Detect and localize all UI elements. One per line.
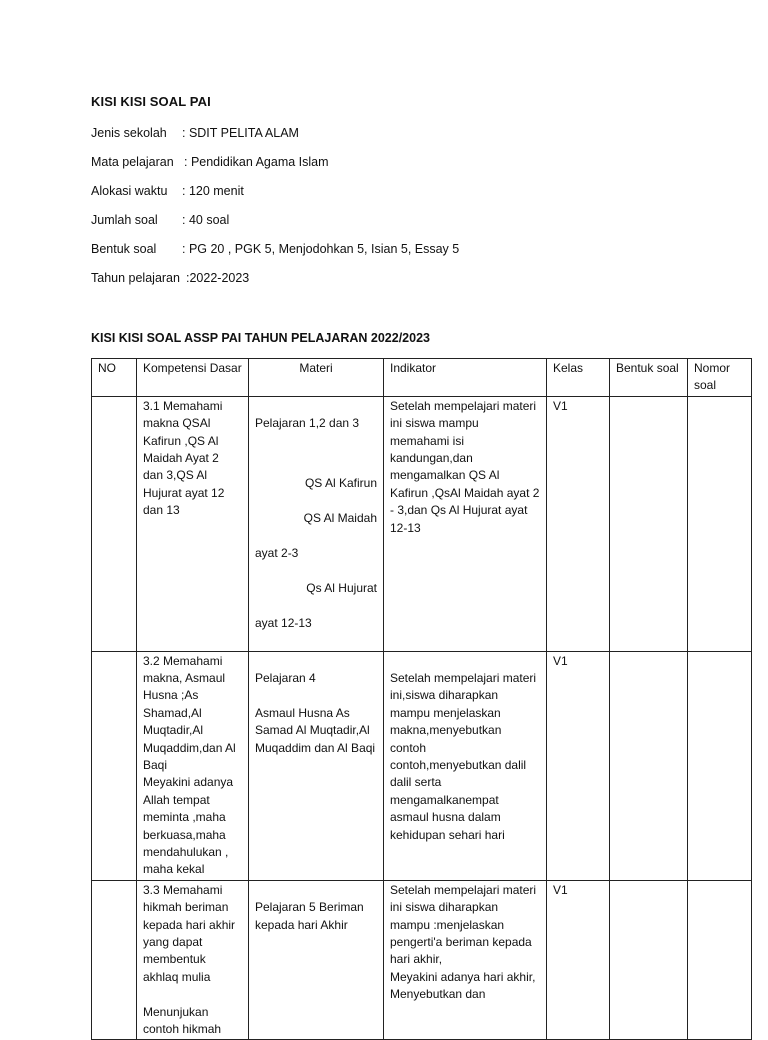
materi-line: Asmaul Husna As Samad Al Muqtadir,Al Muqaddim dan Al Baqi [255,705,376,755]
table-row [92,880,752,1040]
cell-nomor-soal [688,396,752,651]
cell-no [92,880,137,1040]
cell-kelas: V1 [547,396,610,651]
meta-jumlah-soal [91,213,230,227]
kisi-table [91,358,752,1040]
meta-value: : 120 menit [182,184,244,198]
cell-bentuk-soal [610,651,688,880]
cell-nomor-soal [688,880,752,1040]
header-indikator: Indikator [384,359,547,397]
cell-kompetensi: 3.1 Memahami makna QSAl Kafirun ,QS Al Maidah Ayat 2 dan 3,QS Al Hujurat ayat 12 dan 13 [137,396,249,651]
meta-mata-pelajaran [91,155,329,169]
meta-value: :2022-2023 [186,271,250,285]
meta-value: : Pendidikan Agama Islam [184,155,329,169]
cell-bentuk-soal [610,396,688,651]
meta-label: Tahun pelajaran [91,271,180,285]
meta-alokasi-waktu [91,184,244,198]
header-kompetensi: Kompetensi Dasar [137,359,249,397]
header-bentuk-soal: Bentuk soal [610,359,688,397]
header-no: NO [92,359,137,397]
meta-tahun-pelajaran [91,271,250,285]
table-row [92,651,752,880]
meta-bentuk-soal [91,242,460,256]
table-title: KISI KISI SOAL ASSP PAI TAHUN PELAJARAN 2022/2023 [91,331,430,345]
meta-value: : 40 soal [182,213,230,227]
cell-kelas: V1 [547,880,610,1040]
table-row [92,396,752,651]
materi-line: ayat 2-3 [255,546,299,561]
cell-materi [249,880,384,1040]
cell-kompetensi: 3.2 Memahami makna, Asmaul Husna ;As Shamad,Al Muqtadir,Al Muqaddim,dan Al Baqi Meyakini adanya Allah tempat meminta ,maha berkuasa,maha mendahulukan , maha kekal [137,651,249,880]
table-header-row [92,359,752,397]
meta-value: : SDIT PELITA ALAM [182,126,299,140]
meta-label: Bentuk soal [91,242,157,256]
cell-indikator: Setelah mempelajari materi ini,siswa diharapkan mampu menjelaskan makna,menyebutkan contoh contoh,menyebutkan dalil dalil serta mengamalkanempat asmaul husna dalam kehidupan sehari hari [384,651,547,880]
cell-bentuk-soal [610,880,688,1040]
meta-label: Mata pelajaran [91,155,174,169]
meta-label: Alokasi waktu [91,184,168,198]
materi-line: Pelajaran 5 Beriman kepada hari Akhir [255,900,364,932]
cell-kelas: V1 [547,651,610,880]
meta-label: Jumlah soal [91,213,158,227]
meta-jenis-sekolah [91,126,299,140]
cell-no [92,396,137,651]
materi-line: QS Al Kafirun [304,476,377,491]
header-materi: Materi [249,359,384,397]
cell-materi [249,651,384,880]
meta-label: Jenis sekolah [91,126,167,140]
cell-nomor-soal [688,651,752,880]
document-title: KISI KISI SOAL PAI [91,94,211,109]
cell-kompetensi: 3.3 Memahami hikmah beriman kepada hari akhir yang dapat membentuk akhlaq mulia Menunjukan contoh hikmah [137,880,249,1040]
materi-line: Pelajaran 4 [255,670,316,685]
cell-indikator: Setelah mempelajari materi ini siswa diharapkan mampu :menjelaskan pengerti'a beriman kepada hari akhir, Meyakini adanya hari akhir, Menyebutkan dan [384,880,547,1040]
header-nomor-soal: Nomor soal [688,359,752,397]
materi-line: ayat 12-13 [255,615,312,630]
cell-indikator: Setelah mempelajari materi ini siswa mampu memahami isi kandungan,dan mengamalkan QS Al Kafirun ,QsAl Maidah ayat 2 - 3,dan Qs Al Hujurat ayat 12-13 [384,396,547,651]
materi-line: QS Al Maidah [303,511,377,526]
cell-no [92,651,137,880]
meta-value: : PG 20 , PGK 5, Menjodohkan 5, Isian 5, Essay 5 [182,242,460,256]
materi-line: Qs Al Hujurat [306,580,377,595]
materi-line: Pelajaran 1,2 dan 3 [255,416,360,431]
materi-spacer [255,450,377,458]
header-kelas: Kelas [547,359,610,397]
cell-materi [249,396,384,651]
